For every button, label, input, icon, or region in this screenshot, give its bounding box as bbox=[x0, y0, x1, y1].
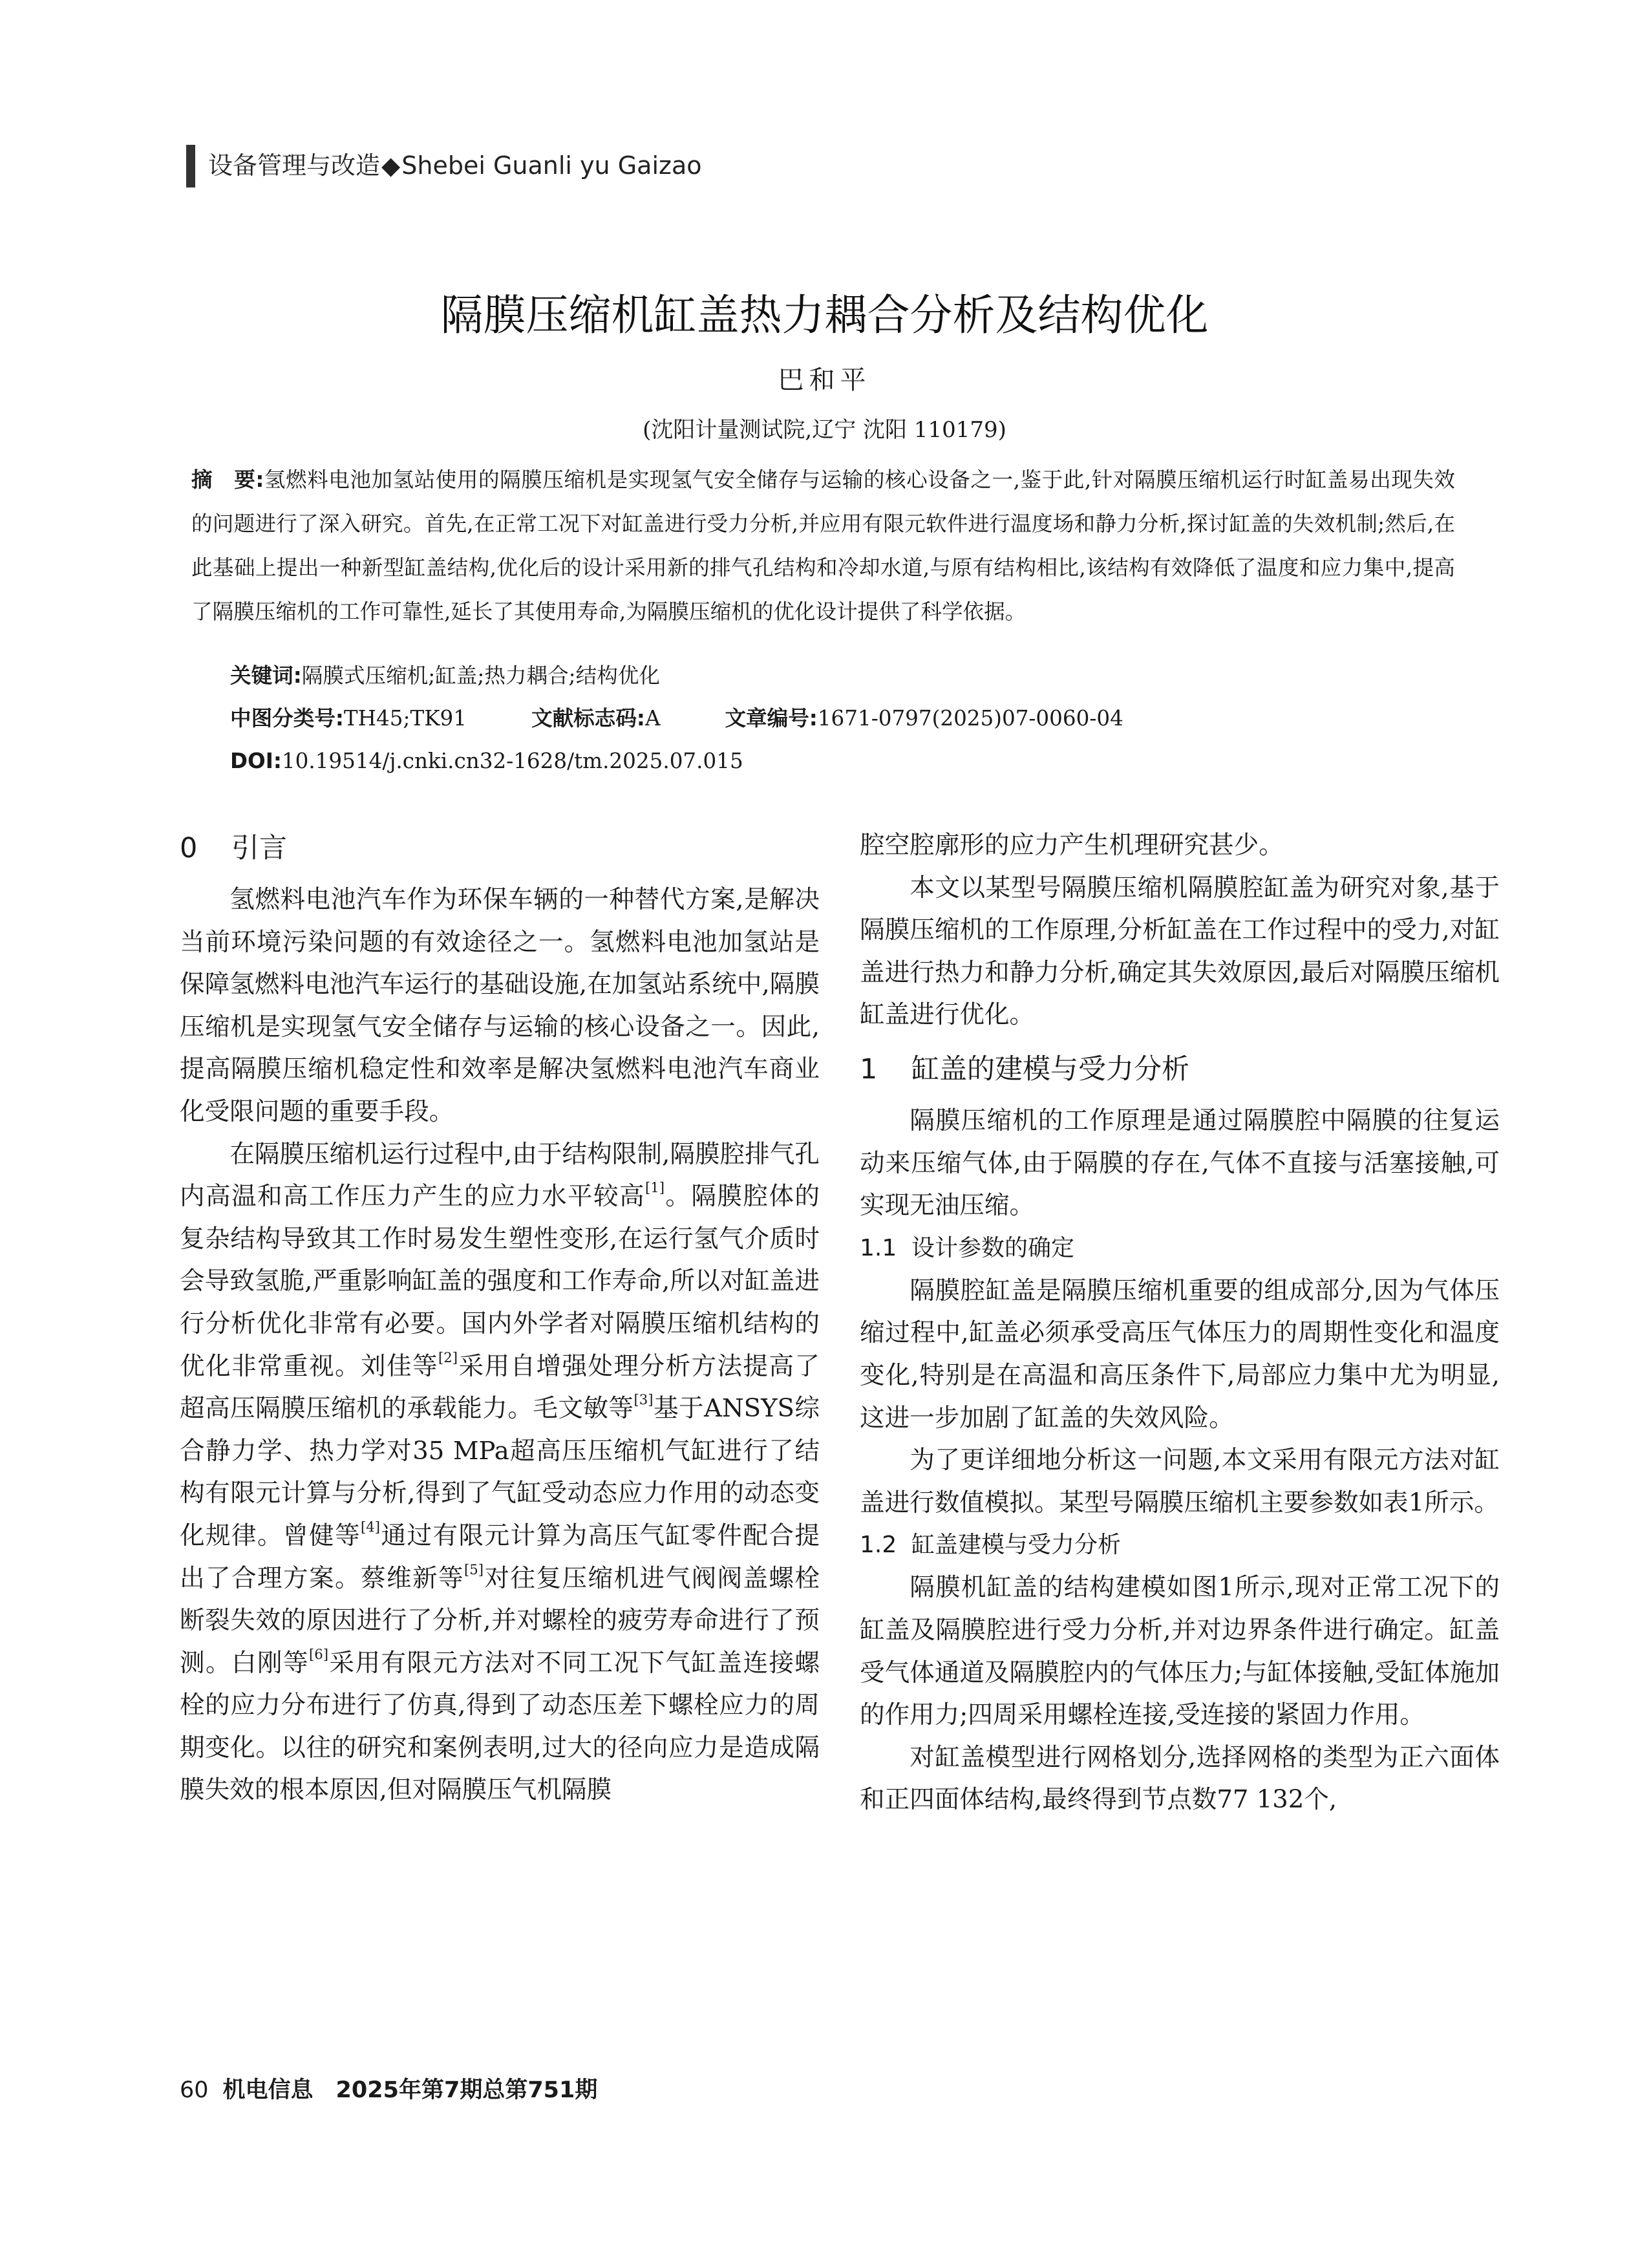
header-bar bbox=[186, 145, 195, 187]
citation-ref: [1] bbox=[644, 1180, 665, 1197]
clc-value: TH45;TK91 bbox=[343, 706, 467, 731]
clc-label: 中图分类号: bbox=[230, 706, 344, 731]
paragraph-1: 氢燃料电池汽车作为环保车辆的一种替代方案,是解决当前环境污染问题的有效途径之一。氢燃料电池加氢站是保障氢燃料电池汽车运行的基础设施,在加氢站系统中,隔膜压缩机是实现氢气安全储存与运输的核心设备之一。因此,提高隔膜压缩机稳定性和效率是解决氢燃料电池汽车商业化受限问题的重要手段。 bbox=[180, 885, 820, 1126]
citation-ref: [5] bbox=[463, 1561, 484, 1578]
subsection-title: 设计参数的确定 bbox=[911, 1234, 1075, 1261]
header-section-cn: 设备管理与改造 bbox=[208, 151, 381, 180]
subsection-heading-1-2 bbox=[860, 1524, 1500, 1567]
doc-code-value: A bbox=[644, 706, 661, 731]
abstract-text: 氢燃料电池加氢站使用的隔膜压缩机是实现氢气安全储存与运输的核心设备之一,鉴于此,针对隔膜压缩机运行时缸盖易出现失效的问题进行了深入研究。首先,在正常工况下对缸盖进行受力分析,并应用有限元软件进行温度场和静力分析,探讨缸盖的失效机制;然后,在此基础上提出一种新型缸盖结构,优化后的设计采用新的排气孔结构和冷却水道,与原有结构相比,该结构有效降低了温度和应力集中,提高了隔膜压缩机的工作可靠性,延长了其使用寿命,为隔膜压缩机的优化设计提供了科学依据。 bbox=[191, 467, 1456, 624]
abstract bbox=[191, 458, 1455, 634]
keywords-label: 关键词: bbox=[230, 663, 302, 688]
affiliation: (沈阳计量测试院,辽宁 沈阳 110179) bbox=[643, 417, 1006, 443]
paragraph-6: 为了更详细地分析这一问题,本文采用有限元方法对缸盖进行数值模拟。某型号隔膜压缩机主要参数如表1所示。 bbox=[860, 1446, 1500, 1517]
page-footer bbox=[180, 2072, 597, 2108]
doc-code-label: 文献标志码: bbox=[531, 706, 645, 731]
paragraph-3: 本文以某型号隔膜压缩机隔膜腔缸盖为研究对象,基于隔膜压缩机的工作原理,分析缸盖在工作过程中的受力,对缸盖进行热力和静力分析,确定其失效原因,最后对隔膜压缩机缸盖进行优化。 bbox=[860, 873, 1500, 1030]
paragraph-2 bbox=[180, 1133, 820, 1812]
citation-ref: [6] bbox=[309, 1646, 329, 1663]
keywords-text: 隔膜式压缩机;缸盖;热力耦合;结构优化 bbox=[301, 663, 660, 688]
section-title: 引言 bbox=[231, 832, 287, 864]
paragraph-8: 对缸盖模型进行网格划分,选择网格的类型为正六面体和正四面体结构,最终得到节点数77 132个, bbox=[860, 1742, 1500, 1815]
doi-value: 10.19514/j.cnki.cn32-1628/tm.2025.07.015 bbox=[281, 749, 743, 773]
journal-issue: 机电信息 2025年第7期总第751期 bbox=[222, 2077, 598, 2103]
citation-ref: [3] bbox=[633, 1392, 654, 1409]
subsection-number: 1.2 bbox=[860, 1532, 897, 1559]
header-section-pinyin: Shebei Guanli yu Gaizao bbox=[401, 151, 702, 180]
paragraph-7: 隔膜机缸盖的结构建模如图1所示,现对正常工况下的缸盖及隔膜腔进行受力分析,并对边界条件进行确定。缸盖受气体通道及隔膜腔内的气体压力;与缸体接触,受缸体施加的作用力;四周采用螺栓连接,受连接的紧固力作用。 bbox=[860, 1573, 1500, 1730]
page-number: 60 bbox=[180, 2077, 209, 2103]
article-number-label: 文章编号: bbox=[725, 706, 818, 731]
keywords bbox=[230, 658, 660, 693]
text-run: 采用自增强处理分析方法提高了超高压隔膜压缩机的承载能力。毛文敏等 bbox=[180, 1351, 820, 1424]
text-run: 。隔膜腔体的复杂结构导致其工作时易发生塑性变形,在运行氢气介质时会导致氢脆,严重影响缸盖的强度和工作寿命,所以对缸盖进行分析优化非常有必要。国内外学者对隔膜压缩机结构的优化非常重视。刘佳等 bbox=[180, 1182, 820, 1381]
text-run: 通过有限元计算为高压气缸零件配合提出了合理方案。蔡维新等 bbox=[180, 1521, 820, 1593]
subsection-number: 1.1 bbox=[860, 1234, 897, 1261]
section-number: 0 bbox=[180, 832, 198, 864]
doi-label: DOI: bbox=[230, 749, 282, 773]
citation-ref: [2] bbox=[438, 1349, 458, 1366]
text-run: 对往复压缩机进气阀阀盖螺栓断裂失效的原因进行了分析,并对螺栓的疲劳寿命进行了预测。白刚等 bbox=[180, 1563, 820, 1678]
paper-title: 隔膜压缩机缸盖热力耦合分析及结构优化 bbox=[440, 290, 1209, 340]
author: 巴和平 bbox=[778, 365, 871, 395]
paragraph-4: 隔膜压缩机的工作原理是通过隔膜腔中隔膜的往复运动来压缩气体,由于隔膜的存在,气体不直接与活塞接触,可实现无油压缩。 bbox=[860, 1106, 1500, 1221]
text-run: 基于ANSYS综合静力学、热力学对35 MPa超高压压缩机气缸进行了结构有限元计算与分析,得到了气缸受动态应力作用的动态变化规律。曾健等 bbox=[180, 1394, 820, 1550]
running-header bbox=[208, 146, 702, 185]
section-heading-1 bbox=[860, 1039, 1500, 1100]
article-number-value: 1671-0797(2025)07-0060-04 bbox=[817, 706, 1123, 731]
diamond-icon: ◆ bbox=[381, 151, 401, 180]
paragraph-2-continued: 腔空腔廓形的应力产生机理研究甚少。 bbox=[860, 831, 1284, 860]
text-run: 在隔膜压缩机运行过程中,由于结构限制,隔膜腔排气孔内高温和高工作压力产生的应力水平较高 bbox=[180, 1139, 820, 1212]
subsection-heading-1-1 bbox=[860, 1227, 1500, 1270]
subsection-title: 缸盖建模与受力分析 bbox=[911, 1532, 1122, 1559]
right-column bbox=[860, 824, 1500, 1821]
paragraph-5: 隔膜腔缸盖是隔膜压缩机重要的组成部分,因为气体压缩过程中,缸盖必须承受高压气体压力的周期性变化和温度变化,特别是在高温和高压条件下,局部应力集中尤为明显,这进一步加剧了缸盖的失效风险。 bbox=[860, 1276, 1500, 1433]
classification-line bbox=[230, 701, 1123, 736]
citation-ref: [4] bbox=[360, 1519, 381, 1535]
section-title: 缸盖的建模与受力分析 bbox=[911, 1053, 1189, 1086]
left-column bbox=[180, 824, 820, 1812]
abstract-label: 摘 要: bbox=[191, 467, 264, 492]
section-number: 1 bbox=[860, 1053, 878, 1086]
doi-line bbox=[230, 744, 743, 778]
section-heading-0 bbox=[180, 818, 820, 879]
text-run: 采用有限元方法对不同工况下气缸盖连接螺栓的应力分布进行了仿真,得到了动态压差下螺栓应力的周期变化。以往的研究和案例表明,过大的径向应力是造成隔膜失效的根本原因,但对隔膜压气机隔膜 bbox=[180, 1648, 820, 1805]
